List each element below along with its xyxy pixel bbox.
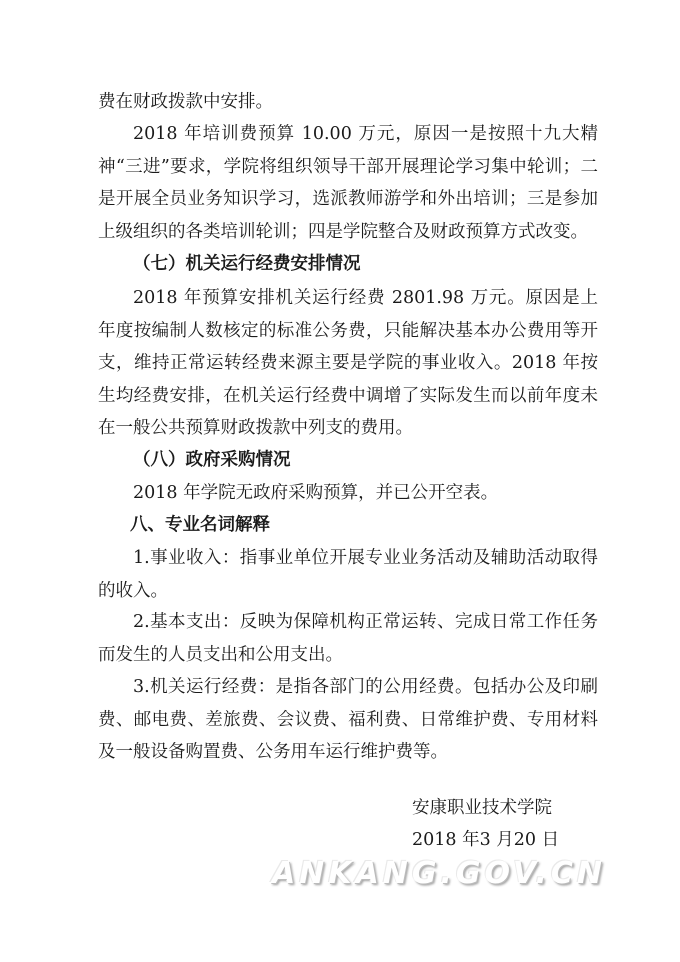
paragraph-term-basic-expenditure: 2.基本支出：反映为保障机构正常运转、完成日常工作任务而发生的人员支出和公用支出。 xyxy=(98,612,598,665)
site-watermark: ANKANG.GOV.CN xyxy=(271,856,606,891)
paragraph-training-budget: 2018 年培训费预算 10.00 万元，原因一是按照十九大精神“三进”要求，学院将组织领导干部开展理论学习集中轮训；二是开展全员业务知识学习，选派教师游学和外出培训；三是参加上级组织的各类培训轮训；四是学院整合及财政预算方式改变。 xyxy=(98,124,598,242)
signature-organization: 安康职业技术学院 xyxy=(412,798,552,818)
heading-government-procurement: （八）政府采购情况 xyxy=(133,450,291,470)
paragraph-government-procurement: 2018 年学院无政府采购预算，并已公开空表。 xyxy=(133,483,499,503)
heading-terminology: 八、专业名词解释 xyxy=(130,515,270,535)
signature-date: 2018 年3 月20 日 xyxy=(412,830,560,850)
paragraph-term-business-income: 1.事业收入：指事业单位开展专业业务活动及辅助活动取得的收入。 xyxy=(98,548,598,601)
heading-operating-expenses: （七）机关运行经费安排情况 xyxy=(133,254,361,274)
paragraph-term-operating-expenses: 3.机关运行经费：是指各部门的公用经费。包括办公及印刷费、邮电费、差旅费、会议费、福利费、日常维护费、专用材料及一般设备购置费、公务用车运行维护费等。 xyxy=(98,677,598,762)
paragraph-continuation: 费在财政拨款中安排。 xyxy=(98,92,273,112)
paragraph-operating-expenses: 2018 年预算安排机关运行经费 2801.98 万元。原因是上年度按编制人数核定的标准公务费，只能解决基本办公费用等开支，维持正常运转经费来源主要是学院的事业收入。2018 年按生均经费安排，在机关运行经费中调增了实际发生而以前年度未在一般公共预算财政拨款中列支的费用。 xyxy=(98,288,598,438)
